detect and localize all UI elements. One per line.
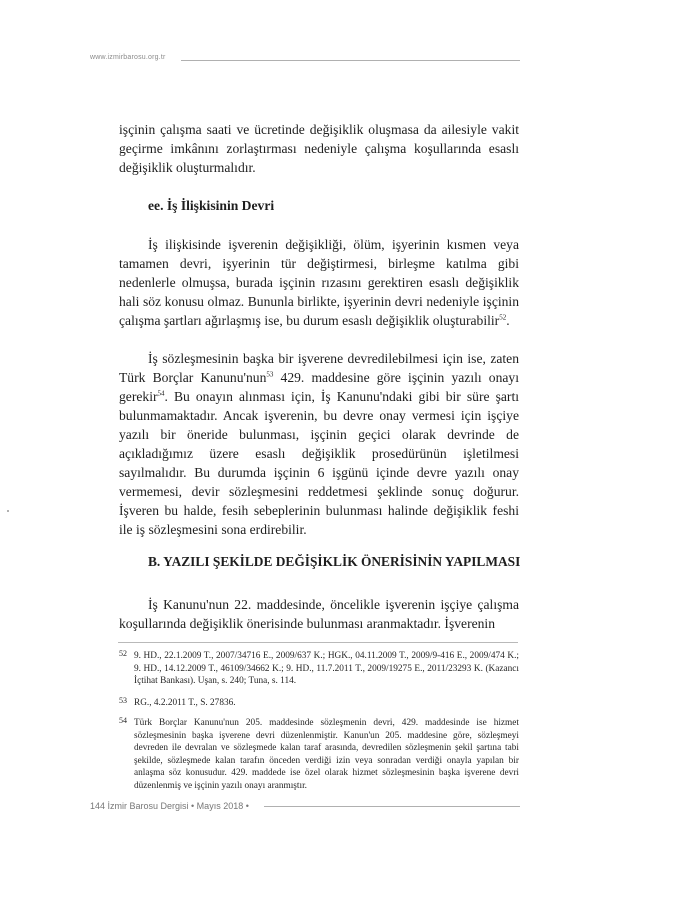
- paragraph-3-part-b: 429. maddesine göre işçinin yazılı onayı gerekir: [119, 370, 519, 404]
- footer-page-info: 144 İzmir Barosu Dergisi • Mayıs 2018 •: [90, 801, 249, 811]
- paragraph-3: [119, 349, 519, 539]
- footnote-53: [119, 697, 519, 710]
- footer-rule: [264, 806, 520, 807]
- footnote-number: 54: [119, 716, 127, 725]
- section-heading-b: B. YAZILI ŞEKİLDE DEĞİŞİKLİK ÖNERİSİNİN YAPILMASI: [148, 554, 521, 569]
- footnote-separator: [118, 642, 518, 643]
- footnote-text: Türk Borçlar Kanunu'nun 205. maddesinde sözleşmenin devri, 429. maddesinde ise hizmet sözleşmesinin başka işverene devri düzenlenmiştir. Kanun'un 205. maddesine göre, sözleşmeyi devreden ile devralan ve sözleşmede kalan taraf arasında, devredilen sözleşmenin şekil şartına tabi şekilde, sözleşmede kalan tarafın önceden verdiği izin veya sonradan verdiği onayla yapılan bir anlaşma söz konusudur. 429. maddede ise özel olarak hizmet sözleşmesinin başka işverene devri düzenlenmiş ve işçinin yazılı onayı aranmıştır.: [134, 718, 519, 791]
- paragraph-4: İş Kanunu'nun 22. maddesinde, öncelikle işverenin işçiye çalışma koşullarında değişiklik önerisinde bulunması aranmaktadır. İşverenin: [119, 597, 519, 631]
- footnote-number: 52: [119, 649, 127, 658]
- paragraph-2: [119, 235, 519, 330]
- footnote-ref-52[interactable]: 52: [499, 313, 507, 322]
- paragraph-3-part-a: İş sözleşmesinin başka bir işverene devredilebilmesi için ise, zaten Türk Borçlar Kanunu'nun: [119, 351, 519, 385]
- footnote-number: 53: [119, 696, 127, 705]
- footnote-ref-54[interactable]: 54: [157, 389, 165, 398]
- paragraph-1: işçinin çalışma saati ve ücretinde değişiklik oluşmasa da ailesiyle vakit geçirme imkânını zorlaştırması nedeniyle çalışma koşullarında esaslı değişiklik oluşturmalıdır.: [119, 122, 519, 175]
- footnote-54: [119, 717, 519, 793]
- paragraph-3-part-c: . Bu onayın alınması için, İş Kanunu'ndaki gibi bir süre şartı bulunmamaktadır. Ancak işverenin, bu devre onay vermesi için işçiye yazılı bir öneride bulunması, işçinin geçici olarak devrinde de açıkladığımız üzere esaslı değişiklik prosedürünün işletilmesi sayılmalıdır. Bu durumda işçinin 6 işgünü içinde devre yazılı onay vermemesi, devir sözleşmesini reddetmesi şeklinde sonuç doğurur. İşveren bu halde, fesih sebeplerinin bulunması halinde değişiklik feshi ile iş sözleşmesini sona erdirebilir.: [119, 389, 519, 537]
- header-url: www.izmirbarosu.org.tr: [90, 54, 166, 61]
- footnote-ref-53[interactable]: 53: [266, 370, 274, 379]
- margin-mark: [7, 510, 9, 512]
- section-heading-ee: ee. İş İlişkisinin Devri: [148, 198, 275, 213]
- paragraph-2-text: İş ilişkisinde işverenin değişikliği, ölüm, işyerinin kısmen veya tamamen devri, işyerinin tür değiştirmesi, birleşme katılma gibi nedenlerle olmuşsa, burada işçinin rızasını gerektiren esaslı değişiklik hali söz konusu olmaz. Bununla birlikte, işyerinin devri nedeniyle işçinin çalışma şartları ağırlaşmış ise, bu durum esaslı değişiklik oluşturabilir: [119, 237, 519, 328]
- header-rule: [181, 60, 520, 61]
- footnote-52: [119, 650, 519, 688]
- footnote-text: RG., 4.2.2011 T., S. 27836.: [134, 698, 236, 708]
- paragraph-2-end: .: [506, 313, 510, 328]
- footnote-text: 9. HD., 22.1.2009 T., 2007/34716 E., 2009/637 K.; HGK., 04.11.2009 T., 2009/9-416 E., 2009/474 K.; 9. HD., 14.12.2009 T., 46109/34662 K.; 9. HD., 11.7.2011 T., 2009/19275 E., 2011/23293 K. (Kazancı İçtihat Bankası). Uşan, s. 240; Tuna, s. 114.: [134, 651, 519, 687]
